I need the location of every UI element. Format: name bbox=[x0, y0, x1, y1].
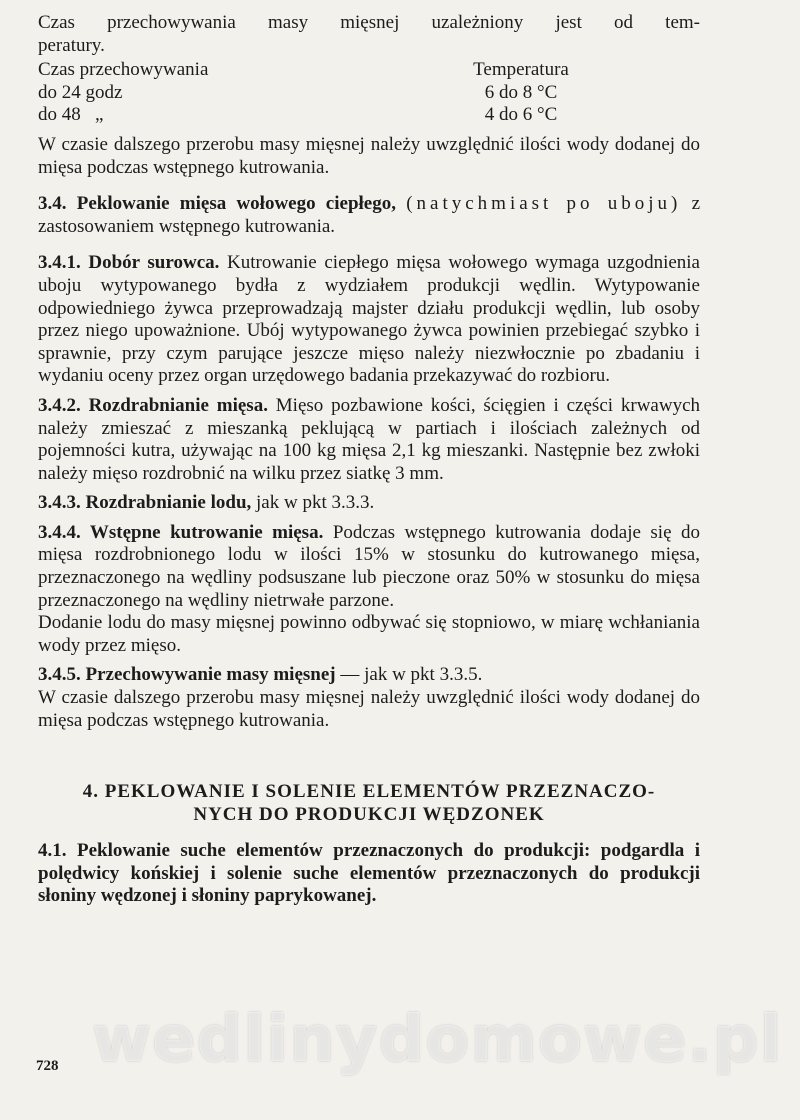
section-3-4-3 bbox=[38, 492, 700, 515]
watermark: wedlinydomowe.pl bbox=[92, 1003, 783, 1077]
intro-line-2: peratury. bbox=[38, 34, 105, 56]
chapter-4-heading bbox=[38, 780, 700, 826]
section-heading: 3.4.4. Wstępne kutrowanie mięsa. bbox=[38, 521, 324, 543]
row-temp: 4 do 6 °C bbox=[484, 104, 558, 126]
page-number: 728 bbox=[36, 1058, 59, 1074]
table-row bbox=[38, 82, 586, 105]
storage-table bbox=[38, 59, 586, 127]
section-heading: 3.4.5. Przechowywanie masy mięsnej bbox=[38, 664, 336, 686]
section-text: z zastosowaniem wstępnego kutrowania. bbox=[38, 193, 700, 237]
section-3-4-2 bbox=[38, 395, 700, 485]
chapter-heading-line-1: 4. PEKLOWANIE I SOLENIE ELEMENTÓW PRZEZNACZO- bbox=[82, 781, 656, 803]
chapter-heading-line-2: NYCH DO PRODUKCJI WĘDZONEK bbox=[193, 804, 545, 826]
header-time: Czas przechowywania bbox=[38, 59, 209, 81]
row-time: do 24 godz bbox=[38, 81, 123, 103]
section-heading: 3.4.2. Rozdrabnianie mięsa. bbox=[38, 394, 268, 416]
table-row bbox=[38, 104, 586, 127]
section-3-4-4-continued: Dodanie lodu do masy mięsnej powinno odbywać się stopniowo, w miarę wchłaniania wody przez mięso. bbox=[38, 612, 700, 656]
section-3-4-5-continued: W czasie dalszego przerobu masy mięsnej należy uwzględnić ilości wody dodanej do mięsa podczas wstępnego kutrowania. bbox=[38, 687, 700, 731]
section-heading: 3.4.3. Rozdrabnianie lodu, bbox=[38, 492, 252, 514]
section-text: jak w pkt 3.3.3. bbox=[251, 492, 375, 514]
section-heading: 3.4.1. Dobór surowca. bbox=[38, 252, 220, 274]
section-parenthetical: (natychmiast po uboju) bbox=[406, 193, 682, 215]
storage-table-header bbox=[38, 59, 586, 82]
section-3-4-4 bbox=[38, 522, 700, 612]
intro-paragraph bbox=[38, 12, 700, 57]
section-3-4-1 bbox=[38, 252, 700, 388]
note-paragraph: W czasie dalszego przerobu masy mięsnej należy uwzględnić ilości wody dodanej do mięsa podczas wstępnego kutrowania. bbox=[38, 133, 700, 178]
book-page bbox=[38, 0, 700, 1120]
section-text: Podczas wstępnego kutrowania dodaje się do mięsa rozdrobnionego lodu w ilości 15% w stosunku do kutrowanego mięsa, przeznaczonego na wędliny podsuszane lub pieczone oraz 50% w stosunku do mięsa przeznaczonego na wędliny nietrwałe parzone. bbox=[38, 521, 700, 611]
section-text: — jak w pkt 3.3.5. bbox=[335, 664, 483, 686]
row-time: do 48 „ bbox=[38, 104, 104, 126]
section-text: Mięso pozbawione kości, ścięgien i części krwawych należy zmieszać z mieszanką peklującą w partiach i ilościach zależnych od pojemności kutra, używając na 100 kg mięsa 2,1 kg mieszanki. Następnie bez zwłoki należy mięso rozdrobnić na wilku przez siatkę 3 mm. bbox=[38, 394, 701, 484]
header-temp: Temperatura bbox=[473, 59, 569, 81]
section-text: Kutrowanie ciepłego mięsa wołowego wymaga uzgodnienia uboju wytypowanego bydła z wydziałem produkcji wędlin. Wytypowanie odpowiedniego żywca przeprowadzają majster działu produkcji wędlin, lub osoby przez niego upoważnione. Ubój wytypowanego żywca powinien przebiegać szybko i sprawnie, przy czym parujące jeszcze mięso należy niezwłocznie po zbadaniu i wydaniu oceny przez organ urzędowego badania przekazywać do rozbioru. bbox=[38, 252, 700, 387]
section-4-1: 4.1. Peklowanie suche elementów przeznaczonych do produkcji: podgardla i polędwicy końskiej i solenie suche elementów przeznaczonych do produkcji słoniny wędzonej i słoniny paprykowanej. bbox=[38, 840, 700, 907]
intro-line-1: Czas przechowywania masy mięsnej uzależniony jest od tem- bbox=[38, 12, 700, 33]
row-temp: 6 do 8 °C bbox=[484, 81, 558, 103]
section-3-4 bbox=[38, 193, 700, 238]
section-heading: 3.4. Peklowanie mięsa wołowego ciepłego, bbox=[38, 193, 396, 215]
section-3-4-5 bbox=[38, 664, 700, 687]
